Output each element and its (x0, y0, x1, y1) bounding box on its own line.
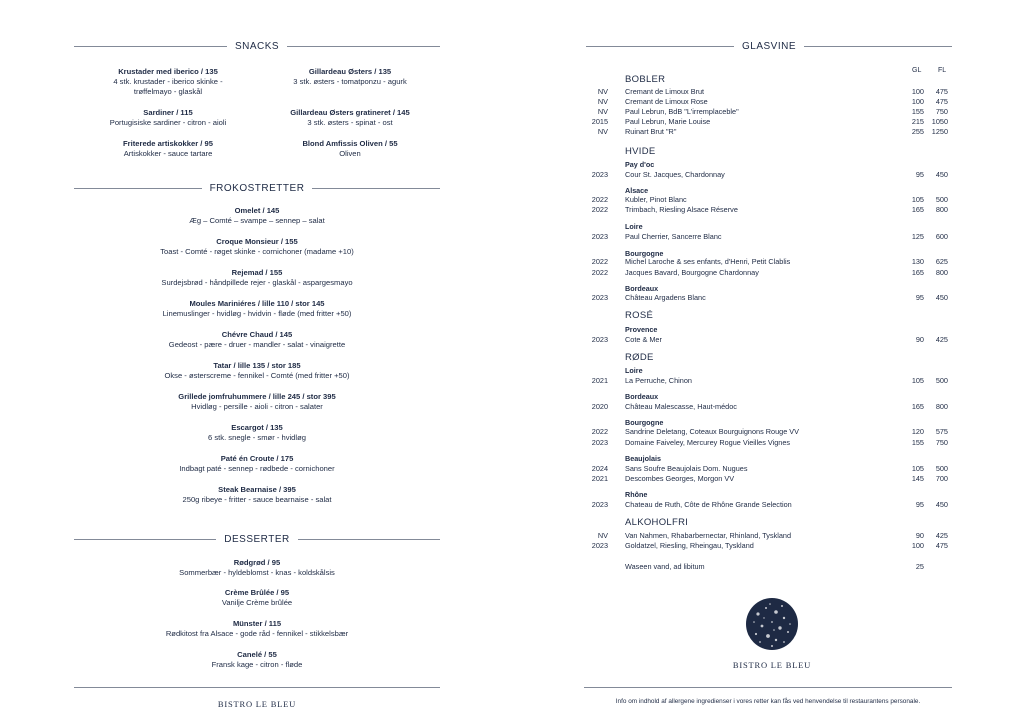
region-label: Bourgogne (625, 249, 664, 258)
wine-glass-price: 255 (911, 127, 924, 136)
wine-year: 2023 (591, 232, 608, 241)
wine-year: 2022 (591, 268, 608, 277)
wine-year: 2024 (591, 464, 608, 473)
wine-bottle-price: 475 (935, 541, 948, 550)
item-desc: 3 stk. østers - tomatponzu - agurk (293, 77, 407, 87)
wine-bottle-price: 475 (935, 87, 948, 96)
wine-row (512, 127, 1024, 137)
item-desc: 250g ribeye - fritter - sauce bearnaise - salat (182, 495, 332, 505)
desserter-heading (74, 534, 440, 545)
menu-item (74, 392, 440, 412)
region-label: Beaujolais (625, 454, 661, 463)
divider-line (804, 46, 952, 47)
item-desc: Surdejsbrød - håndpillede rejer - glaskål - aspargesmayo (161, 278, 353, 288)
item-desc: Fransk kage - citron - fløde (211, 660, 303, 670)
item-desc: Okse - østerscreme - fennikel - Comté (med fritter +50) (164, 371, 350, 381)
menu-item (74, 485, 440, 505)
menu-item (74, 361, 440, 381)
wine-row (512, 335, 1024, 345)
wine-bottle-price: 750 (935, 438, 948, 447)
item-name: Blond Amfissis Oliven / 55 (302, 139, 398, 148)
menu-item (74, 454, 440, 474)
menu-item (74, 650, 440, 670)
wine-bottle-price: 500 (935, 464, 948, 473)
wine-year: 2022 (591, 205, 608, 214)
wine-row (512, 195, 1024, 205)
wine-glass-price: 215 (911, 117, 924, 126)
item-name: Canelé / 55 (237, 650, 277, 659)
wine-bottle-price: 425 (935, 335, 948, 344)
wine-year: 2020 (591, 402, 608, 411)
menu-item (74, 619, 440, 639)
menu-item (74, 299, 440, 319)
item-desc: Æg – Comté – svampe – sennep – salat (189, 216, 325, 226)
item-name: Omelet / 145 (234, 206, 280, 215)
wine-glass-price: 95 (915, 293, 924, 302)
wine-glass-price: 125 (911, 232, 924, 241)
col-head-gl: GL (912, 67, 922, 74)
wine-bottle-price: 450 (935, 500, 948, 509)
wine-bottle-price: 450 (935, 293, 948, 302)
wine-name: Chateau de Ruth, Côte de Rhône Grande Selection (625, 500, 792, 509)
brand-name: BISTRO LE BLEU (217, 699, 297, 709)
wine-row (512, 170, 1024, 180)
wine-row (512, 500, 1024, 510)
wine-glass-price: 100 (911, 97, 924, 106)
item-desc: Toast - Comté - røget skinke - cornichoner (madame +10) (160, 247, 354, 257)
divider-line (586, 46, 734, 47)
region-label: Bordeaux (625, 284, 659, 293)
wine-row (512, 531, 1024, 541)
item-name: Rejemad / 155 (231, 268, 283, 277)
wine-glass-price: 100 (911, 87, 924, 96)
brand-name: BISTRO LE BLEU (732, 660, 812, 670)
wine-bottle-price: 800 (935, 205, 948, 214)
item-desc: trøffelmayo - glaskål (133, 87, 203, 97)
wine-year: 2023 (591, 170, 608, 179)
menu-item (262, 67, 438, 87)
divider-line (287, 46, 440, 47)
wine-name: Trimbach, Riesling Alsace Réserve (625, 205, 738, 214)
menu-item (74, 588, 440, 608)
region-label: Provence (625, 325, 658, 334)
frokost-title: FROKOSTRETTER (209, 183, 305, 194)
snacks-heading (74, 41, 440, 52)
menu-item (262, 108, 438, 128)
item-name: Moules Mariniéres / lille 110 / stor 145 (189, 299, 325, 308)
wine-row (512, 474, 1024, 484)
wine-bottle-price: 700 (935, 474, 948, 483)
wine-row (512, 376, 1024, 386)
region-label: Loire (625, 222, 643, 231)
divider-line (298, 539, 440, 540)
wine-row (512, 257, 1024, 267)
item-desc: Vanilje Crème brûlée (221, 598, 293, 608)
item-name: Escargot / 135 (231, 423, 283, 432)
wine-glass-price: 155 (911, 107, 924, 116)
wine-row (512, 117, 1024, 127)
wine-bottle-price: 500 (935, 376, 948, 385)
item-name: Sardiner / 115 (143, 108, 193, 117)
item-name: Tatar / lille 135 / stor 185 (213, 361, 301, 370)
wine-glass-price: 165 (911, 205, 924, 214)
wine-year: 2022 (591, 195, 608, 204)
frokost-heading (74, 183, 440, 194)
wine-name: Cremant de Limoux Rose (625, 97, 708, 106)
divider-line (74, 188, 202, 189)
wine-bottle-price: 750 (935, 107, 948, 116)
wine-name: Ruinart Brut "R" (625, 127, 677, 136)
region-label: Loire (625, 366, 643, 375)
wine-year: 2023 (591, 541, 608, 550)
category-alkoholfri: ALKOHOLFRI (625, 517, 689, 528)
menu-item (262, 139, 438, 159)
allergen-footnote: Info om indhold af allergene ingredienser i vores retter kan fås ved henvendelse til restaurantens personale. (615, 698, 921, 705)
divider-line (74, 539, 216, 540)
wine-row (512, 427, 1024, 437)
wine-bottle-price: 425 (935, 531, 948, 540)
wine-name: Château Argadens Blanc (625, 293, 706, 302)
wine-name: Château Malescasse, Haut-médoc (625, 402, 737, 411)
wine-year: NV (597, 107, 608, 116)
wine-glass-price: 165 (911, 268, 924, 277)
region-label: Pay d'oc (625, 160, 655, 169)
wine-bottle-price: 600 (935, 232, 948, 241)
wine-year: 2023 (591, 335, 608, 344)
menu-item (74, 268, 440, 288)
wine-glass-price: 100 (911, 541, 924, 550)
wine-glass-price: 105 (911, 464, 924, 473)
wine-row (512, 97, 1024, 107)
wine-glass-price: 90 (915, 335, 924, 344)
wine-name: Jacques Bavard, Bourgogne Chardonnay (625, 268, 759, 277)
wine-menu-page (512, 0, 1024, 724)
wine-name: Paul Lebrun, Marie Louise (625, 117, 711, 126)
snacks-title: SNACKS (234, 41, 280, 52)
item-desc: 3 stk. østers - spinat - ost (307, 118, 393, 128)
item-name: Friterede artiskokker / 95 (123, 139, 213, 148)
item-desc: Portugisiske sardiner - citron - aioli (109, 118, 227, 128)
item-name: Chévre Chaud / 145 (221, 330, 293, 339)
wine-bottle-price: 575 (935, 427, 948, 436)
desserter-title: DESSERTER (224, 534, 290, 545)
wine-name: Sandrine Deletang, Coteaux Bourguignons Rouge VV (625, 427, 800, 436)
wine-row (512, 232, 1024, 242)
wine-glass-price: 95 (915, 170, 924, 179)
wine-bottle-price: 800 (935, 268, 948, 277)
bistro-logo-icon (744, 596, 800, 652)
item-name: Paté én Croute / 175 (220, 454, 294, 463)
wine-row (512, 268, 1024, 278)
footer-divider (74, 687, 440, 688)
wine-bottle-price: 475 (935, 97, 948, 106)
wine-year: 2022 (591, 427, 608, 436)
item-desc: Gedeost - pære - druer - mandler - salat - vinaigrette (168, 340, 346, 350)
wine-glass-price: 155 (911, 438, 924, 447)
wine-row (512, 438, 1024, 448)
water-row (512, 562, 1024, 572)
menu-item (74, 237, 440, 257)
wine-name: Cremant de Limoux Brut (625, 87, 705, 96)
region-label: Bourgogne (625, 418, 664, 427)
wine-name: Van Nahmen, Rhabarbernectar, Rhinland, Tyskland (625, 531, 792, 540)
region-label: Bordeaux (625, 392, 659, 401)
wine-year: NV (597, 97, 608, 106)
item-desc: Linemuslinger - hvidløg - hvidvin - fløde (med fritter +50) (162, 309, 352, 319)
region-label: Alsace (625, 186, 649, 195)
item-desc: 4 stk. krustader - iberico skinke - (113, 77, 223, 87)
wine-name: La Perruche, Chinon (625, 376, 692, 385)
wine-glass-price: 145 (911, 474, 924, 483)
divider-line (74, 46, 227, 47)
item-name: Gillardeau Østers / 135 (308, 67, 392, 76)
wine-row (512, 107, 1024, 117)
wine-year: 2023 (591, 438, 608, 447)
region-label: Rhône (625, 490, 648, 499)
item-name: Croque Monsieur / 155 (216, 237, 298, 246)
wine-year: 2022 (591, 257, 608, 266)
wine-glass-price: 95 (915, 500, 924, 509)
wine-row (512, 541, 1024, 551)
wine-bottle-price: 450 (935, 170, 948, 179)
item-desc: Indbagt paté - sennep - rødbede - cornichoner (179, 464, 335, 474)
wine-year: NV (597, 531, 608, 540)
item-name: Gillardeau Østers gratineret / 145 (290, 108, 410, 117)
menu-item (80, 108, 256, 128)
menu-item (74, 330, 440, 350)
wine-glass-price: 165 (911, 402, 924, 411)
item-name: Münster / 115 (232, 619, 282, 628)
wine-bottle-price: 1250 (931, 127, 948, 136)
col-head-fl: FL (938, 67, 947, 74)
wine-row (512, 402, 1024, 412)
wine-name: Kubler, Pinot Blanc (625, 195, 687, 204)
wine-year: 2015 (591, 117, 608, 126)
category-rose: ROSÉ (625, 310, 654, 321)
wine-year: 2021 (591, 376, 608, 385)
item-desc: 6 stk. snegle - smør - hvidløg (208, 433, 306, 443)
wine-glass-price: 105 (911, 195, 924, 204)
divider-line (312, 188, 440, 189)
wine-name: Descombes Georges, Morgon VV (625, 474, 735, 483)
wine-row (512, 205, 1024, 215)
wine-year: 2023 (591, 500, 608, 509)
item-desc: Hvidløg - persille - aioli - citron - salater (191, 402, 323, 412)
wine-name: Sans Soufre Beaujolais Dom. Nugues (625, 464, 748, 473)
wine-glass-price: 90 (915, 531, 924, 540)
item-name: Steak Bearnaise / 395 (218, 485, 296, 494)
wine-row (512, 87, 1024, 97)
item-name: Krustader med iberico / 135 (118, 67, 218, 76)
wine-name: Michel Laroche & ses enfants, d'Henri, Petit Clablis (625, 257, 791, 266)
category-bobler: BOBLER (625, 74, 666, 85)
wine-year: NV (597, 127, 608, 136)
water-name: Waseen vand, ad libitum (625, 562, 705, 571)
item-desc: Artiskokker - sauce tartare (123, 149, 213, 159)
wine-glass-price: 105 (911, 376, 924, 385)
wine-name: Cote & Mer (625, 335, 662, 344)
wine-bottle-price: 800 (935, 402, 948, 411)
category-rode: RØDE (625, 352, 654, 363)
wine-glass-price: 130 (911, 257, 924, 266)
item-desc: Sommerbær - hyldeblomst - knas - koldskålsis (179, 568, 335, 578)
item-name: Grillede jomfruhummere / lille 245 / stor 395 (178, 392, 336, 401)
glasvine-heading (586, 41, 952, 52)
wine-year: NV (597, 87, 608, 96)
wine-name: Goldatzel, Riesling, Rheingau, Tyskland (625, 541, 754, 550)
item-name: Crème Brûlée / 95 (224, 588, 290, 597)
wine-bottle-price: 1050 (931, 117, 948, 126)
category-hvide: HVIDE (625, 146, 656, 157)
menu-item (80, 67, 256, 98)
wine-row (512, 464, 1024, 474)
wine-name: Domaine Faiveley, Mercurey Rogue Vieilles Vignes (625, 438, 791, 447)
menu-item (74, 558, 440, 578)
menu-item (80, 139, 256, 159)
glasvine-title: GLASVINE (741, 41, 797, 52)
footer-divider (584, 687, 952, 688)
wine-name: Paul Cherrier, Sancerre Blanc (625, 232, 722, 241)
wine-glass-price: 120 (911, 427, 924, 436)
wine-name: Cour St. Jacques, Chardonnay (625, 170, 725, 179)
item-name: Rødgrød / 95 (233, 558, 281, 567)
wine-name: Paul Lebrun, BdB "L'irremplaceble" (625, 107, 739, 116)
water-price: 25 (915, 562, 924, 571)
wine-row (512, 293, 1024, 303)
menu-item (74, 423, 440, 443)
item-desc: Rødkitost fra Alsace - gode råd - fennikel - stikkelsbær (165, 629, 349, 639)
item-desc: Oliven (339, 149, 361, 159)
menu-item (74, 206, 440, 226)
wine-year: 2023 (591, 293, 608, 302)
wine-bottle-price: 500 (935, 195, 948, 204)
wine-year: 2021 (591, 474, 608, 483)
wine-bottle-price: 625 (935, 257, 948, 266)
